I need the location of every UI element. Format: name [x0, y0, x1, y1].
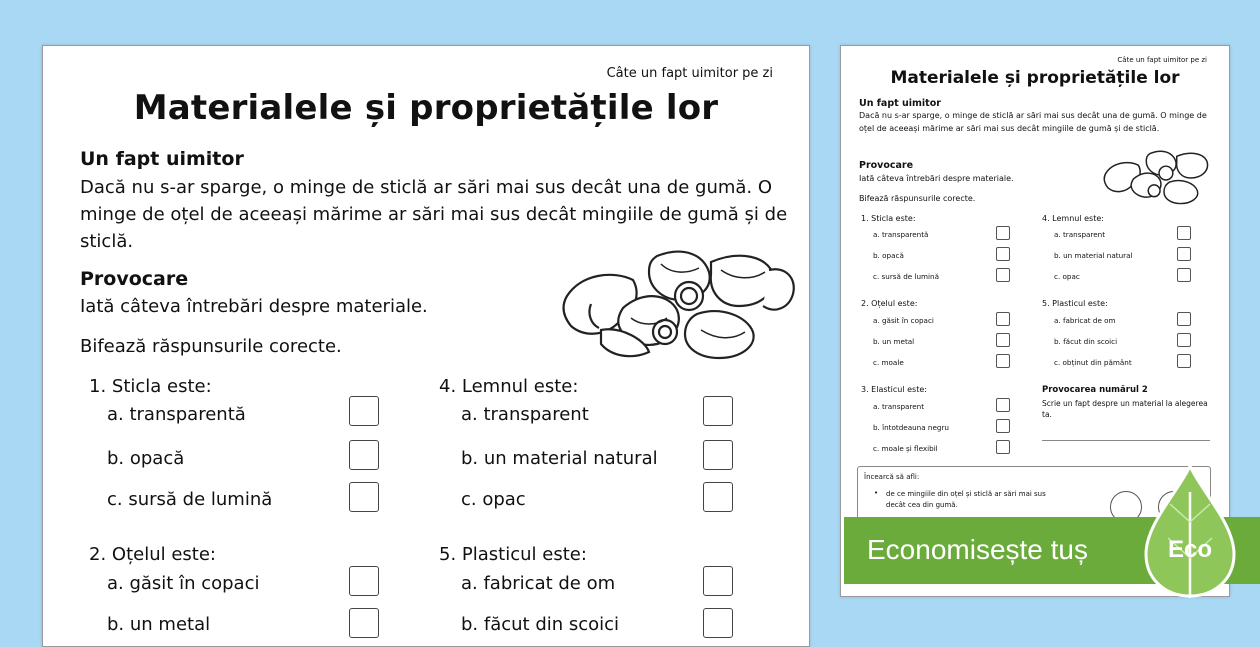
checkbox-2c[interactable]: [996, 354, 1010, 368]
fact-text: Dacă nu s-ar sparge, o minge de sticlă ar sări mai sus decât una de gumă. O minge de oțel de aceeași mărime ar sări mai sus decât mingiile de gumă și de sticlă.: [859, 111, 1207, 133]
checkbox-4a[interactable]: [1177, 226, 1191, 240]
option-2a: a. găsit în copaci: [873, 316, 934, 325]
marbles-illustration: [561, 244, 801, 364]
question-2: 2. Oțelul este:: [861, 299, 918, 308]
challenge2-heading: Provocarea numărul 2: [1042, 385, 1148, 395]
checkbox-2a[interactable]: [349, 566, 379, 596]
option-3b: b. întotdeauna negru: [873, 423, 949, 432]
option-5c: c. obținut din pământ: [1054, 358, 1132, 367]
question-1: 1. Sticla este:: [861, 214, 916, 223]
option-5a: a. fabricat de om: [1054, 316, 1116, 325]
bullet-icon: •: [874, 489, 879, 497]
option-1c: c. sursă de lumină: [873, 272, 939, 281]
checkbox-2a[interactable]: [996, 312, 1010, 326]
checkbox-3a[interactable]: [996, 398, 1010, 412]
checkbox-4b[interactable]: [703, 440, 733, 470]
option-5b: b. făcut din scoici: [1054, 337, 1118, 346]
checkbox-2b[interactable]: [996, 333, 1010, 347]
option-2a: a. găsit în copaci: [107, 573, 260, 594]
checkbox-4c[interactable]: [703, 482, 733, 512]
checkbox-3c[interactable]: [996, 440, 1010, 454]
option-3a: a. transparent: [873, 402, 925, 411]
worksheet-preview-large: [42, 45, 810, 647]
instruction-text: Bifează răspunsurile corecte.: [859, 194, 976, 203]
option-1b: b. opacă: [107, 448, 185, 469]
writing-line[interactable]: [1042, 440, 1210, 441]
option-4a: a. transparent: [461, 404, 589, 425]
question-4: 4. Lemnul este:: [1042, 214, 1104, 223]
option-2b: b. un metal: [107, 614, 211, 635]
option-5a: a. fabricat de om: [461, 573, 616, 594]
checkbox-5a[interactable]: [1177, 312, 1191, 326]
option-1c: c. sursă de lumină: [107, 489, 273, 510]
checkbox-1a[interactable]: [349, 396, 379, 426]
option-4b: b. un material natural: [461, 448, 658, 469]
checkbox-1a[interactable]: [996, 226, 1010, 240]
instruction-text: Bifează răspunsurile corecte.: [80, 336, 342, 357]
option-2b: b. un metal: [873, 337, 915, 346]
eco-banner-text[interactable]: Economisește tuș: [867, 534, 1088, 565]
fact-heading: Un fapt uimitor: [859, 98, 941, 109]
checkbox-1c[interactable]: [996, 268, 1010, 282]
question-3: 3. Elasticul este:: [861, 385, 927, 394]
checkbox-4b[interactable]: [1177, 247, 1191, 261]
option-4c: c. opac: [1054, 272, 1080, 281]
challenge-intro: Iată câteva întrebări despre materiale.: [859, 174, 1014, 183]
option-1a: a. transparentă: [873, 230, 929, 239]
question-5: 5. Plasticul este:: [439, 544, 587, 565]
option-1b: b. opacă: [873, 251, 904, 260]
question-1: 1. Sticla este:: [89, 376, 212, 397]
checkbox-1b[interactable]: [349, 440, 379, 470]
checkbox-4a[interactable]: [703, 396, 733, 426]
option-3c: c. moale și flexibil: [873, 444, 938, 453]
checkbox-5b[interactable]: [703, 608, 733, 638]
question-4: 4. Lemnul este:: [439, 376, 579, 397]
checkbox-5c[interactable]: [1177, 354, 1191, 368]
option-1a: a. transparentă: [107, 404, 246, 425]
tagline: Câte un fapt uimitor pe zi: [606, 66, 773, 81]
try-title: Încearcă să afli:: [864, 473, 920, 481]
marbles-illustration: [1103, 146, 1221, 208]
leaf-drop-icon: [1140, 462, 1240, 602]
question-5: 5. Plasticul este:: [1042, 299, 1108, 308]
worksheet-title: Materialele și proprietățile lor: [133, 88, 719, 128]
worksheet-title: Materialele și proprietățile lor: [890, 68, 1180, 88]
challenge2-text: Scrie un fapt despre un material la alegerea ta.: [1042, 399, 1208, 419]
option-2c: c. moale: [873, 358, 904, 367]
tagline: Câte un fapt uimitor pe zi: [1117, 56, 1207, 64]
checkbox-1c[interactable]: [349, 482, 379, 512]
checkbox-5b[interactable]: [1177, 333, 1191, 347]
option-4c: c. opac: [461, 489, 526, 510]
checkbox-4c[interactable]: [1177, 268, 1191, 282]
checkbox-3b[interactable]: [996, 419, 1010, 433]
option-4b: b. un material natural: [1054, 251, 1133, 260]
checkbox-2b[interactable]: [349, 608, 379, 638]
challenge-intro: Iată câteva întrebări despre materiale.: [80, 296, 428, 317]
challenge-heading: Provocare: [80, 268, 189, 290]
challenge-heading: Provocare: [859, 160, 914, 171]
fact-text: Dacă nu s-ar sparge, o minge de sticlă ar sări mai sus decât una de gumă. O minge de oțel de aceeași mărime ar sări mai sus decât mingiile de gumă și de sticlă.: [80, 177, 788, 252]
checkbox-1b[interactable]: [996, 247, 1010, 261]
eco-drop-badge[interactable]: [1140, 462, 1240, 602]
eco-label: Eco: [1167, 536, 1212, 563]
question-2: 2. Oțelul este:: [89, 544, 216, 565]
fact-heading: Un fapt uimitor: [80, 148, 244, 170]
try-bullet-text: de ce mingiile din oțel și sticlă ar sări mai sus decât cea din gumă.: [886, 490, 1046, 509]
option-5b: b. făcut din scoici: [461, 614, 620, 635]
checkbox-5a[interactable]: [703, 566, 733, 596]
option-4a: a. transparent: [1054, 230, 1106, 239]
